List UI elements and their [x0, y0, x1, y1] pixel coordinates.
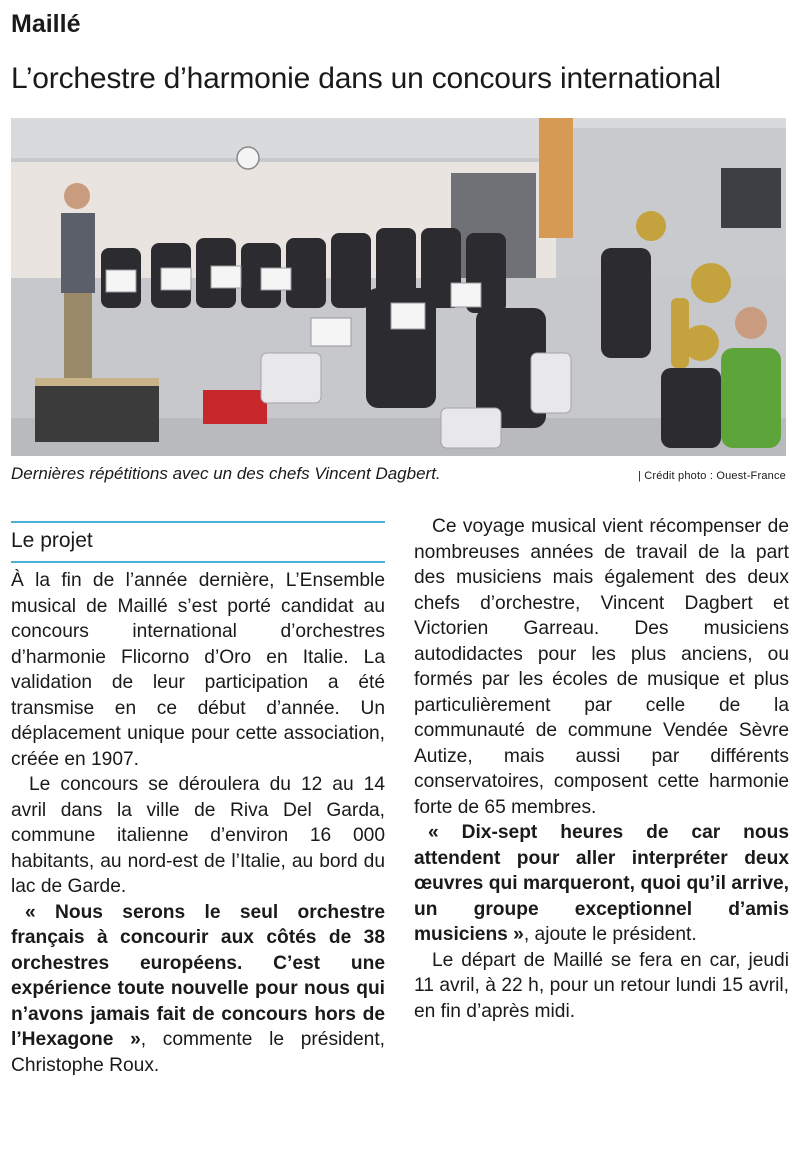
section-title: Le projet	[11, 529, 93, 552]
section-rule-bottom	[11, 561, 385, 563]
article-photo	[11, 118, 786, 456]
section-rule-top	[11, 521, 385, 523]
paragraph: Ce voyage musical vient récompenser de nombreuses années de travail de la part des musiciens mais également des deux chefs d’orchestre, Vincent Dagbert et Victorien Garreau. Des musiciens autodidactes pour les plus anciens, ou formés par les écoles de musique et plus particulièrement par celle de la communauté de commune Vendée Sèvre Autize, mais aussi par différents conservatoires, composent cette harmonie forte de 65 membres.	[414, 516, 789, 818]
quote-paragraph	[414, 820, 789, 948]
quote-attribution: , ajoute le président.	[523, 924, 697, 945]
photo-credit: | Crédit photo : Ouest-France	[637, 470, 786, 482]
paragraph: Le départ de Maillé se fera en car, jeudi 11 avril, à 22 h, pour un retour lundi 15 avril, en fin d’après midi.	[414, 949, 789, 1022]
article-column-1	[11, 568, 385, 1078]
paragraph: À la fin de l’année dernière, L’Ensemble musical de Maillé s’est porté candidat au concours international d’orchestres d’harmonie Flicorno d’Oro en Italie. La validation de leur participation a été transmise en ce début d’année. Un déplacement unique pour cette association, créée en 1907.	[11, 570, 385, 770]
kicker-location: Maillé	[11, 10, 81, 38]
orchestra-rehearsal-illustration	[11, 118, 786, 456]
quote-attribution: , commente le président, Christophe Roux.	[11, 1029, 385, 1076]
photo-caption: Dernières répétitions avec un des chefs Vincent Dagbert.	[11, 464, 441, 483]
article-headline: L’orchestre d’harmonie dans un concours international	[11, 62, 721, 95]
quote-text: « Dix-sept heures de car nous attendent pour aller interpréter deux œuvres qui marqueront, quoi qu’il arrive, un groupe exceptionnel d’amis musiciens »	[414, 822, 789, 945]
paragraph: Le concours se déroulera du 12 au 14 avril dans la ville de Riva Del Garda, commune italienne d’environ 16 000 habitants, au nord-est de l’Italie, au bord du lac de Garde.	[11, 774, 385, 897]
quote-text: « Nous serons le seul orchestre français à concourir aux côtés de 38 orchestres européens. C’est une expérience toute nouvelle pour nous qui n’avons jamais fait de concours hors de l’Hexagone »	[11, 901, 385, 1050]
quote-paragraph	[11, 900, 385, 1079]
article-column-2	[414, 514, 789, 1024]
